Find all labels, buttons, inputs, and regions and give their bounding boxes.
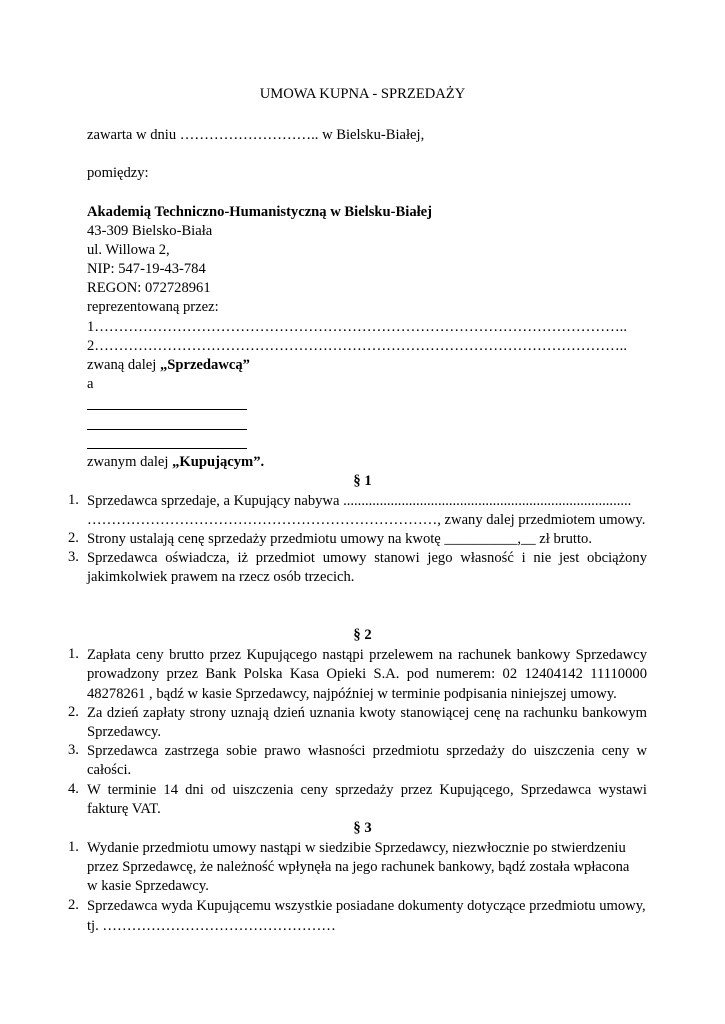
s3-item-1-line-3: w kasie Sprzedawcy. bbox=[87, 878, 209, 894]
seller-regon: REGON: 072728961 bbox=[87, 280, 211, 296]
section-1-heading: § 1 bbox=[353, 473, 372, 489]
s3-item-2-line-1: Sprzedawca wyda Kupującemu wszystkie posiadane dokumenty dotyczące przedmiotu umowy, bbox=[87, 898, 646, 914]
s1-item-1-number: 1. bbox=[68, 492, 79, 508]
seller-street: ul. Willowa 2, bbox=[87, 242, 170, 258]
s2-item-3-number: 3. bbox=[68, 742, 79, 758]
buyer-blank-line-2 bbox=[87, 429, 247, 430]
buyer-designation bbox=[87, 453, 264, 472]
buyer-blank-line-3 bbox=[87, 448, 247, 449]
between-label: pomiędzy: bbox=[87, 165, 149, 181]
representative-2-line: 2……………………………………………………………………………………………….. bbox=[87, 338, 627, 354]
and-label: a bbox=[87, 376, 94, 392]
s2-item-1-number: 1. bbox=[68, 646, 79, 662]
representative-1-line: 1……………………………………………………………………………………………….. bbox=[87, 319, 627, 335]
buyer-blank-line-1 bbox=[87, 409, 247, 410]
document-title: UMOWA KUPNA - SPRZEDAŻY bbox=[259, 86, 466, 102]
seller-designation bbox=[87, 356, 250, 375]
seller-name: Akademią Techniczno-Humanistyczną w Bielsku-Białej bbox=[87, 204, 433, 220]
s3-item-2-number: 2. bbox=[68, 897, 79, 913]
s1-item-1-line-1: Sprzedawca sprzedaje, a Kupujący nabywa ............................................................................... bbox=[87, 493, 632, 509]
s3-item-1-line-2: przez Sprzedawcę, że należność wpłynęła na jego rachunek bankowy, bądź została wpłacona bbox=[87, 859, 630, 875]
seller-designation-prefix: zwaną dalej bbox=[87, 357, 160, 373]
section-3-heading: § 3 bbox=[353, 820, 372, 836]
seller-postal: 43-309 Bielsko-Biała bbox=[87, 223, 213, 239]
s3-item-1-line-1: Wydanie przedmiotu umowy nastąpi w siedzibie Sprzedawcy, niezwłocznie po stwierdzeniu bbox=[87, 840, 626, 856]
s2-item-2-number: 2. bbox=[68, 704, 79, 720]
section-2-heading: § 2 bbox=[353, 627, 372, 643]
s2-item-1-text: Zapłata ceny brutto przez Kupującego nastąpi przelewem na rachunek bankowy Sprzedawcy prowadzony przez Bank Polska Kasa Opieki S.A. pod numerem: 02 12404142 11110000 48278261 , bądź w kasie Sprzedawcy, najpóźniej w terminie podpisania niniejszej umowy. bbox=[87, 647, 647, 702]
s1-item-3-text: Sprzedawca oświadcza, iż przedmiot umowy stanowi jego własność i nie jest obciążony jakimkolwiek prawem na rzecz osób trzecich. bbox=[87, 550, 647, 586]
s3-item-2-line-2: tj. ………………………………………… bbox=[87, 918, 336, 934]
seller-nip: NIP: 547-19-43-784 bbox=[87, 261, 206, 277]
s2-item-4-text: W terminie 14 dni od uiszczenia ceny sprzedaży przez Kupującego, Sprzedawca wystawi fakturę VAT. bbox=[87, 782, 647, 818]
s3-item-1-number: 1. bbox=[68, 839, 79, 855]
conclusion-line: zawarta w dniu ……………………….. w Bielsku-Białej, bbox=[87, 127, 425, 143]
seller-designation-name: „Sprzedawcą” bbox=[159, 357, 250, 373]
s1-item-1-line-2: ………………………………………………………………, zwany dalej przedmiotem umowy. bbox=[87, 512, 646, 528]
s2-item-3-text: Sprzedawca zastrzega sobie prawo własności przedmiotu sprzedaży do uiszczenia ceny w całości. bbox=[87, 743, 647, 779]
buyer-designation-prefix: zwanym dalej bbox=[87, 454, 173, 470]
s1-item-2-text: Strony ustalają cenę sprzedaży przedmiotu umowy na kwotę __________,__ zł brutto. bbox=[87, 531, 592, 547]
buyer-designation-name: „Kupującym”. bbox=[172, 454, 265, 470]
s1-item-3-number: 3. bbox=[68, 549, 79, 565]
s1-item-2-number: 2. bbox=[68, 530, 79, 546]
s2-item-4-number: 4. bbox=[68, 781, 79, 797]
represented-by-label: reprezentowaną przez: bbox=[87, 299, 219, 315]
s2-item-2-text: Za dzień zapłaty strony uznają dzień uznania kwoty stanowiącej cenę na rachunku bankowym Sprzedawcy. bbox=[87, 705, 647, 741]
